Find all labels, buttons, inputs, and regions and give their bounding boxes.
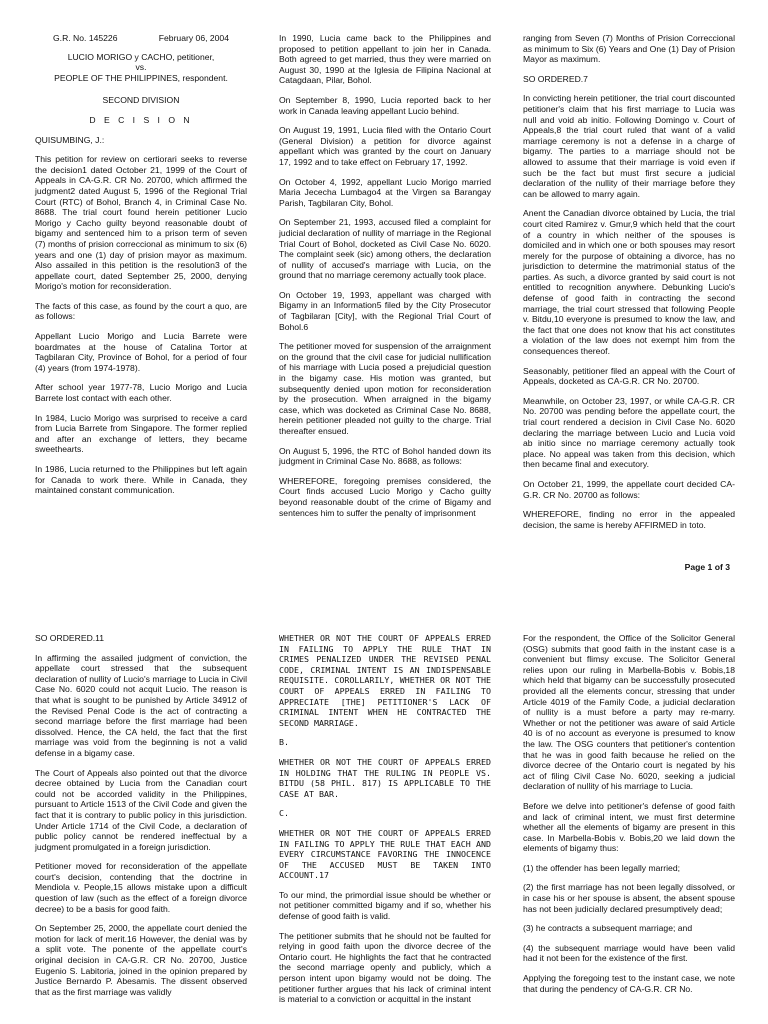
paragraph: Applying the foregoing test to the instant case, we note that during the pendency of CA-G.R. CR No. — [523, 973, 735, 994]
paragraph: In 1984, Lucio Morigo was surprised to receive a card from Lucia Barrete from Singapore. The former replied and after an exchange of letters, they became sweethearts. — [35, 412, 247, 455]
issue-c: WHETHER OR NOT THE COURT OF APPEALS ERRED IN FAILING TO APPLY THE RULE THAT EACH AND EVERY CIRCUMSTANCE FAVORING THE INNOCENCE OF THE ACCUSED MUST BE TAKEN INTO ACCOUNT.17 — [279, 827, 491, 881]
paragraph: On October 4, 1992, appellant Lucio Morigo married Maria Jececha Lumbago4 at the Virgen sa Barangay Parish, Tagbilaran City, Bohol. — [279, 176, 491, 208]
paragraph: The facts of this case, as found by the court a quo, are as follows: — [35, 300, 247, 322]
case-date: February 06, 2004 — [158, 33, 229, 43]
document-page-2 — [0, 625, 768, 1024]
bigamy-element: (4) the subsequent marriage would have been valid had it not been for the existence of the first. — [523, 942, 735, 964]
bigamy-element: (2) the first marriage has not been legally dissolved, or in case his or her spouse is absent, the absent spouse has not been judicially declared presumptively dead; — [523, 882, 735, 914]
decision-title: D E C I S I O N — [89, 114, 193, 125]
so-ordered: SO ORDERED.7 — [523, 73, 588, 84]
paragraph: In 1990, Lucia came back to the Philippines and proposed to petition appellant to join her in Canada. Both agreed to get married, thus they were married on August 30, 1990 at the Iglesia de Filipina Nacional at Catagdaan, Pilar, Bohol. — [279, 33, 491, 86]
paragraph: Meanwhile, on October 23, 1997, or while CA-G.R. CR No. 20700 was pending before the appellate court, the trial court rendered a decision in Civil Case No. 6020 declaring the marriage between Lucio and Lucia void ab initio since no marriage ceremony actually took place. No appeal was taken from this decision, which then became final and executory. — [523, 395, 735, 470]
paragraph: The petitioner submits that he should not be faulted for relying in good faith upon the divorce decree of the Ontario court. He highlights the fact that he contracted the second marriage openly and publicly, which a person intent upon bigamy would not be doing. The petitioner further argues that his lack of criminal intent is material to a conviction or acquittal in the instant — [279, 930, 491, 1005]
paragraph: Seasonably, petitioner filed an appeal with the Court of Appeals, docketed as CA-G.R. CR No. 20700. — [523, 365, 735, 387]
paragraph: This petition for review on certiorari seeks to reverse the decision1 dated October 21, 1999 of the Court of Appeals in CA-G.R. CR No. 20700, which affirmed the judgment2 dated August 5, 1996 of the Regional Trial Court (RTC) of Bohol, Branch 4, in Criminal Case No. 8688. The trial court found herein petitioner Lucio Morigo y Cacho guilty beyond reasonable doubt of bigamy and sentenced him to a prison term of seven (7) months of prision correccional as minimum to six (6) years and one (1) day of prision mayor as maximum. Also assailed in this petition is the resolution3 of the appellate court, dated September 25, 2000, denying Morigo's motion for reconsideration. — [35, 154, 247, 292]
paragraph: Petitioner moved for reconsideration of the appellate court's decision, contending that the doctrine in Mendiola v. People,15 allows mistake upon a difficult question of law (such as the effect of a foreign divorce decree) to be a basis for good faith. — [35, 861, 247, 914]
paragraph: In convicting herein petitioner, the trial court discounted petitioner's claim that his first marriage to Lucia was null and void ab initio. Following Domingo v. Court of Appeals,8 the trial court ruled that want of a valid marriage ceremony is not a defense in a charge of bigamy. The parties to a marriage should not be allowed to assume that their marriage is void even if such be the fact but must first secure a judicial declaration of the nullity of their marriage before they can be allowed to marry again. — [523, 93, 735, 199]
justice-name: QUISUMBING, J.: — [35, 134, 105, 145]
case-number: G.R. No. 145226 — [53, 33, 118, 43]
paragraph: Anent the Canadian divorce obtained by Lucia, the trial court cited Ramirez v. Gmur,9 which held that the court of a country in which neither of the spouses is domiciled and in which one or both spouses may resort merely for the purpose of obtaining a divorce, has no jurisdiction to determine the matrimonial status of the parties. As such, a divorce granted by said court is not entitled to recognition anywhere. Debunking Lucio's defense of good faith in contracting the second marriage, the trial court stressed that following People v. Bitdu,10 everyone is presumed to know the law, and the fact that one does not know that his act constitutes a violation of the law does not exempt him from the consequences thereof. — [523, 208, 735, 357]
bigamy-element: (3) he contracts a subsequent marriage; and — [523, 923, 693, 934]
paragraph: For the respondent, the Office of the Solicitor General (OSG) submits that good faith in the instant case is a convenient but flimsy excuse. The Solicitor General relies upon our ruling in Marbella-Bobis v. Bobis,18 which held that bigamy can be successfully prosecuted provided all the elements concur, stressing that under Article 4019 of the Family Code, a judicial declaration of nullity is a must before a party may re-marry. Whether or not the petitioner was aware of said Article 40 is of no account as everyone is presumed to know the law. The OSG counters that petitioner's contention that he was in good faith because he relied on the divorce decree of the Ontario court is negated by his act of filing Civil Case No. 6020, seeking a judicial declaration of nullity of his marriage to Lucia. — [523, 633, 735, 792]
page-number: Page 1 of 3 — [684, 562, 730, 572]
paragraph: On August 19, 1991, Lucia filed with the Ontario Court (General Division) a petition for divorce against appellant which was granted by the court on January 17, 1992 and to take effect on February 17, 1992. — [279, 125, 491, 167]
paragraph: In 1986, Lucia returned to the Philippines but left again for Canada to work there. While in Canada, they maintained constant communication. — [35, 464, 247, 496]
versus-line: vs. — [135, 62, 147, 73]
page2-column-3 — [523, 633, 735, 1003]
bigamy-element: (1) the offender has been legally married; — [523, 862, 681, 873]
paragraph: Appellant Lucio Morigo and Lucia Barrete were boardmates at the house of Catalina Tortor at Tagbilaran City, Province of Bohol, for a period of four (4) years (from 1974-1978). — [35, 331, 247, 373]
issue-label-c: C. — [279, 808, 289, 819]
division-title: SECOND DIVISION — [102, 95, 180, 106]
paragraph: On October 19, 1993, appellant was charged with Bigamy in an Information5 filed by the City Prosecutor of Tagbilaran [City], with the Regional Trial Court of Bohol.6 — [279, 289, 491, 332]
paragraph: On September 21, 1993, accused filed a complaint for judicial declaration of nullity of marriage in the Regional Trial Court of Bohol, docketed as Civil Case No. 6020. The complaint seek (sic) among others, the declaration of nullity of accused's marriage with Lucia, on the ground that no marriage ceremony actually took place. — [279, 217, 491, 281]
respondent-line: PEOPLE OF THE PHILIPPINES, respondent. — [54, 72, 228, 83]
page2-column-1 — [35, 633, 247, 1006]
paragraph: To our mind, the primordial issue should be whether or not petitioner committed bigamy and if so, whether his defense of good faith is valid. — [279, 889, 491, 922]
paragraph: In affirming the assailed judgment of conviction, the appellate court stressed that the subsequent declaration of nullity of Lucio's marriage to Lucia in Civil Case No. 6020 could not acquit Lucio. The reason is that what is sought to be punished by Article 34912 of the Revised Penal Code is the act of contracting a second marriage before the first marriage had been dissolved. Hence, the CA held, the fact that the first marriage was void from the beginning is not a valid defense in a bigamy case. — [35, 652, 247, 758]
issue-b: WHETHER OR NOT THE COURT OF APPEALS ERRED IN HOLDING THAT THE RULING IN PEOPLE VS. BITDU (58 PHIL. 817) IS APPLICABLE TO THE CASE AT BAR. — [279, 756, 491, 799]
page1-column-2 — [279, 33, 491, 527]
page1-column-1 — [35, 33, 247, 505]
paragraph: On September 8, 1990, Lucia reported back to her work in Canada leaving appellant Lucio behind. — [279, 94, 491, 116]
page-separator — [0, 585, 768, 625]
paragraph: On October 21, 1999, the appellate court decided CA-G.R. CR No. 20700 as follows: — [523, 478, 735, 500]
paragraph: ranging from Seven (7) Months of Prision Correccional as minimum to Six (6) Years and One (1) Day of Prision Mayor as maximum. — [523, 33, 735, 65]
paragraph: On August 5, 1996, the RTC of Bohol handed down its judgment in Criminal Case No. 8688, as follows: — [279, 445, 491, 467]
paragraph: Before we delve into petitioner's defense of good faith and lack of criminal intent, we must first determine whether all the elements of bigamy are present in this case. In Marbella-Bobis v. Bobis,20 we laid down the elements of bigamy thus: — [523, 800, 735, 854]
petitioner-line: LUCIO MORIGO y CACHO, petitioner, — [67, 51, 215, 62]
page1-column-3 — [523, 33, 735, 539]
paragraph: After school year 1977-78, Lucio Morigo and Lucia Barrete lost contact with each other. — [35, 382, 247, 404]
so-ordered: SO ORDERED.11 — [35, 633, 105, 643]
paragraph: The Court of Appeals also pointed out that the divorce decree obtained by Lucia from the Canadian court could not be accorded validity in the Philippines, pursuant to Article 1513 of the Civil Code and given the fact that it is contrary to public policy in this jurisdiction. Under Article 1714 of the Civil Code, a declaration of public policy cannot be rendered ineffectual by a judgment promulgated in a foreign jurisdiction. — [35, 767, 247, 852]
issue-a: WHETHER OR NOT THE COURT OF APPEALS ERRED IN FAILING TO APPLY THE RULE THAT IN CRIMES PENALIZED UNDER THE REVISED PENAL CODE, CRIMINAL INTENT IS AN INDISPENSABLE REQUISITE. COROLLARILY, WHETHER OR NOT THE COURT OF APPEALS ERRED IN FAILING TO APPRECIATE [THE] PETITIONER'S LACK OF CRIMINAL INTENT WHEN HE CONTRACTED THE SECOND MARRIAGE. — [279, 633, 491, 728]
issue-label-b: B. — [279, 737, 289, 748]
paragraph: The petitioner moved for suspension of the arraignment on the ground that the civil case for judicial nullification of his marriage with Lucia posed a prejudicial question in the bigamy case. His motion was granted, but subsequently denied upon motion for reconsideration by the prosecution. When arraigned in the bigamy case, which was docketed as Criminal Case No. 8688, herein petitioner pleaded not guilty to the charge. Trial thereafter ensued. — [279, 341, 491, 436]
case-header — [35, 33, 247, 44]
paragraph: WHEREFORE, foregoing premises considered, the Court finds accused Lucio Morigo y Cacho guilty beyond reasonable doubt of the crime of Bigamy and sentences him to suffer the penalty of imprisonment — [279, 475, 491, 518]
page2-column-2 — [279, 633, 491, 1014]
paragraph: WHEREFORE, finding no error in the appealed decision, the same is hereby AFFIRMED in toto. — [523, 509, 735, 530]
paragraph: On September 25, 2000, the appellate court denied the motion for lack of merit.16 However, the denial was by a split vote. The ponente of the appellate court's original decision in CA-G.R. CR No. 20700, Justice Eugenio S. Labitoria, joined in the opinion prepared by Justice Bernardo P. Abesamis. The dissent observed that as the first marriage was validly — [35, 923, 247, 997]
